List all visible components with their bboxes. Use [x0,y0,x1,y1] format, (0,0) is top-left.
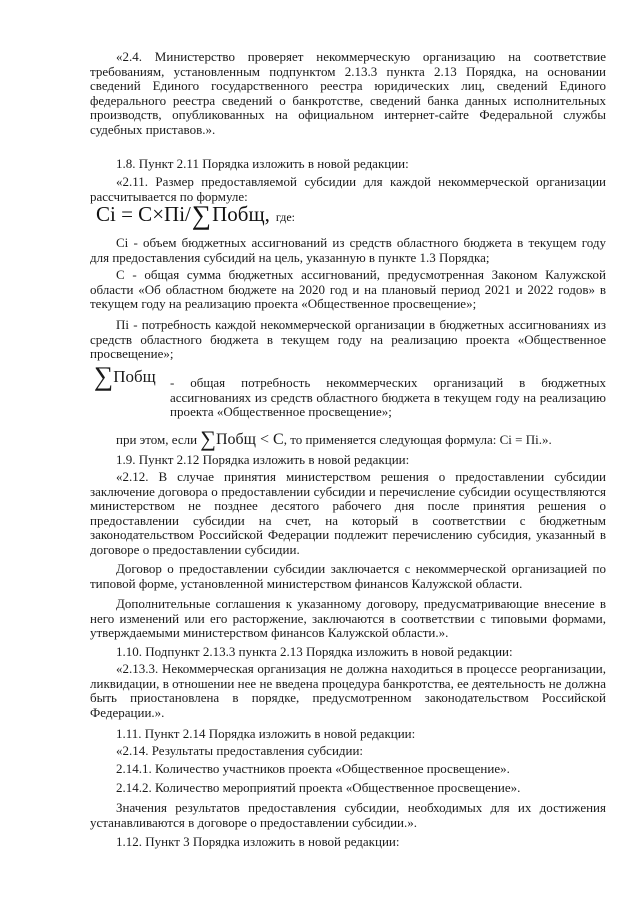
paragraph-contract: Договор о предоставлении субсидии заключается с некоммерческой организацией по типовой форме, установленной министерством финансов Калужской области. [90,561,606,591]
definition-ci: Ci - объем бюджетных ассигнований из средств областного бюджета в текущем году для предоставления субсидий на цель, указанную в пункте 1.3 Порядка; [90,235,606,265]
definition-sum-first-line [170,376,606,420]
paragraph-2-13-3: «2.13.3. Некоммерческая организация не должна находиться в процессе реорганизации, ликвидации, в отношении нее не введена процедура банкротства, ее деятельность не должна быть приостановлена в порядке, предусмотренном законодательством Российской Федерации.». [90,661,606,720]
subsidy-formula [96,200,296,231]
condition-prefix: при этом, если [116,432,198,447]
paragraph-1-11: 1.11. Пункт 2.14 Порядка изложить в новой редакции: [116,726,416,741]
formula-where: где: [275,210,296,224]
paragraph-2-4: «2.4. Министерство проверяет некоммерческую организацию на соответствие требованиям, установленным подпунктом 2.13.3 пункта 2.13 Порядка, на основании сведений Единого государственного реестра юридических лиц, сведений Единого федерального реестра сведений о банкротстве, сведений банка данных исполнительных производств, опубликованных на официальном интернет-сайте Федеральной службы судебных приставов.». [90,49,606,137]
sum-symbol: ∑ [94,361,114,391]
paragraph-1-10: 1.10. Подпункт 2.13.3 пункта 2.13 Порядка изложить в новой редакции: [116,644,513,659]
condition-line [90,426,606,451]
paragraph-2-14-2: 2.14.2. Количество мероприятий проекта «Общественное просвещение». [116,780,521,795]
formula-lhs: Ci = С×Пi [96,202,186,226]
formula-slash: / [185,202,191,226]
paragraph-amendments: Дополнительные соглашения к указанному договору, предусматривающие внесение в него изменений или его расторжение, заключаются в соответствии с типовыми формами, утверждаемыми министерством финансов Калужской области.». [90,596,606,640]
paragraph-results: Значения результатов предоставления субсидии, необходимых для их достижения устанавливаются в договоре о предоставлении субсидии.». [90,800,606,830]
formula-term: Побщ, [212,202,270,226]
definition-pi: Пi - потребность каждой некоммерческой организации в бюджетных ассигнованиях из средств областного бюджета в текущем году на реализацию проекта «Общественное просвещение»; [90,317,606,361]
paragraph-2-11: «2.11. Размер предоставляемой субсидии для каждой некоммерческой организации рассчитывается по формуле: [90,174,606,204]
paragraph-1-8: 1.8. Пункт 2.11 Порядка изложить в новой редакции: [116,156,409,171]
definition-sum: - общая потребность некоммерческих организаций в бюджетных ассигнованиях из средств областного бюджета в текущем году на реализацию проекта «Общественное просвещение»; [170,375,606,419]
paragraph-1-9: 1.9. Пункт 2.12 Порядка изложить в новой редакции: [116,452,410,467]
sum-term-label: Побщ [113,367,156,386]
paragraph-1-12: 1.12. Пункт 3 Порядка изложить в новой редакции: [116,834,400,849]
condition-expression: Побщ < С [215,431,284,448]
paragraph-2-12: «2.12. В случае принятия министерством решения о предоставлении субсидии заключение договора о предоставлении субсидии и перечисление субсидии осуществляются министерством не позднее десятого рабочего дня после принятия решения о предоставлении субсидии на счет, на который в соответствии с бюджетным законодательством Российской Федерации подлежит перечислению субсидия, указанный в договоре о предоставлении субсидии. [90,469,606,557]
condition-suffix: , то применяется следующая формула: Ci = Пi.». [283,432,552,447]
paragraph-2-14: «2.14. Результаты предоставления субсидии: [116,743,364,758]
paragraph-2-14-1: 2.14.1. Количество участников проекта «Общественное просвещение». [116,761,510,776]
sum-symbol: ∑ [191,200,212,230]
sum-symbol: ∑ [200,426,216,451]
sum-term [94,361,156,391]
definition-c: С - общая сумма бюджетных ассигнований, предусмотренная Законом Калужской области «Об областном бюджете на 2020 год и на плановый период 2021 и 2022 годов» в текущем году на реализацию проекта «Общественное просвещение»; [90,267,606,311]
